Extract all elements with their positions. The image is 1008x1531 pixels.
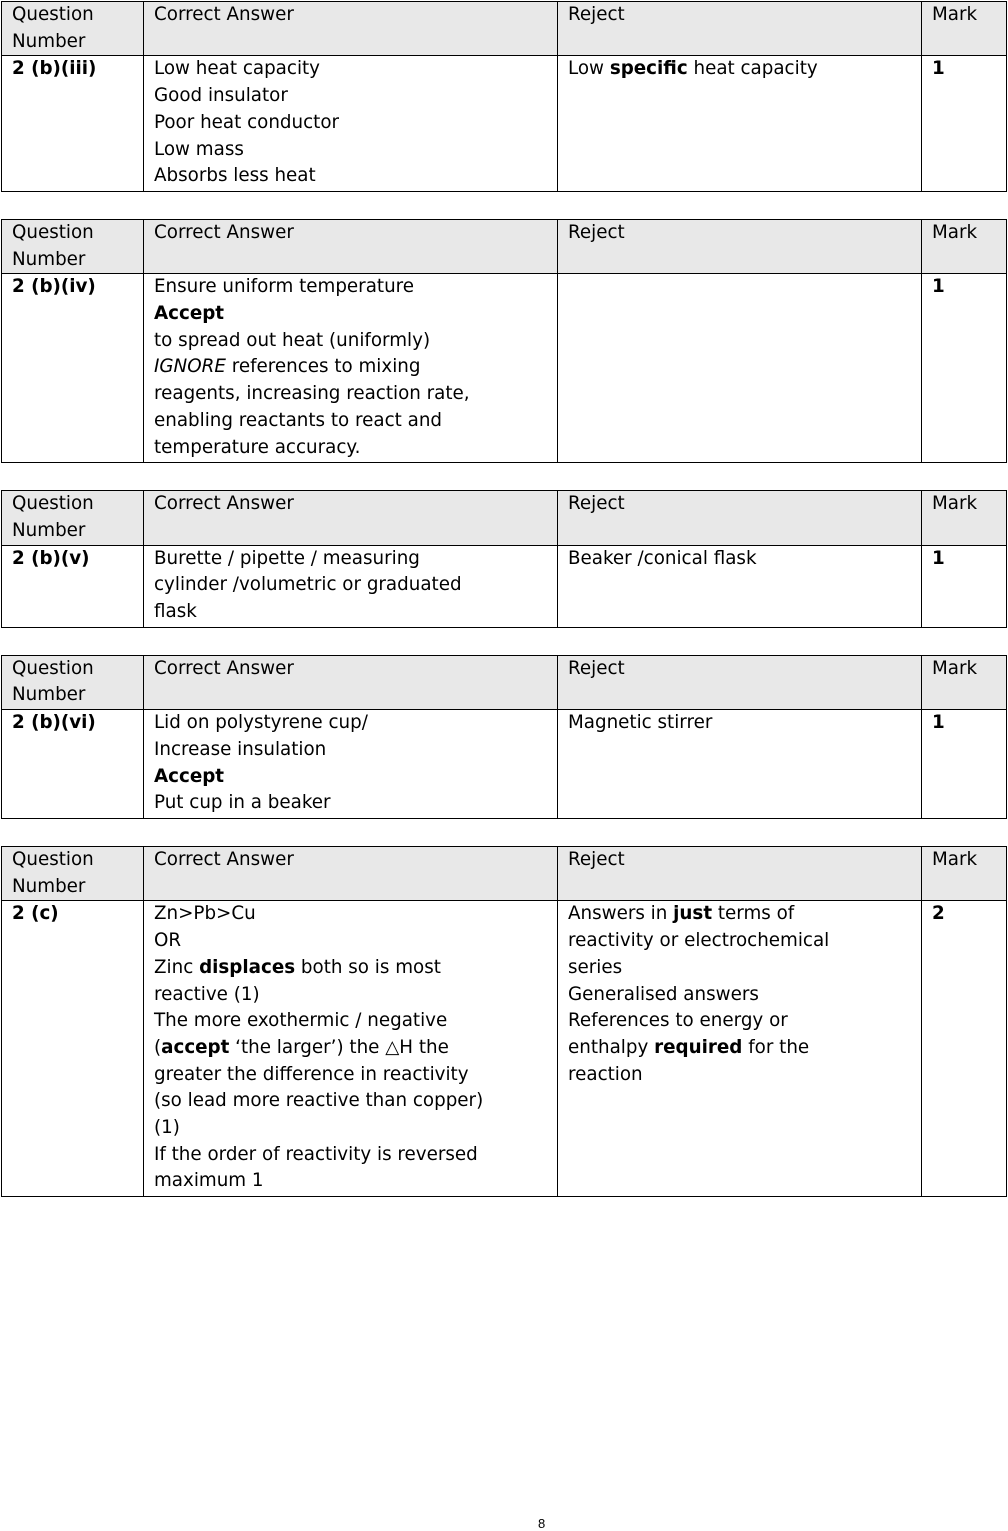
answer-line	[154, 790, 547, 817]
question-number-header	[2, 655, 144, 709]
question-number: 2 (c)	[12, 903, 59, 925]
answer-line	[154, 982, 547, 1009]
header-text: Number	[12, 875, 86, 897]
answer-line	[154, 301, 547, 328]
answer-text: Good insulator	[154, 85, 288, 107]
answer-text: reagents, increasing reaction rate,	[154, 383, 470, 405]
answer-text: Ensure uniform temperature	[154, 276, 415, 298]
reject-line	[568, 1008, 911, 1035]
answer-text: (	[154, 1036, 162, 1058]
header-text: Mark	[932, 4, 978, 25]
mark-value: 1	[932, 547, 945, 569]
answer-text: Absorbs less heat	[154, 165, 316, 187]
question-number-cell	[2, 274, 144, 463]
answer-line	[154, 83, 547, 110]
correct-answer-header	[144, 655, 558, 709]
reject-line	[568, 546, 911, 573]
table-row	[2, 710, 1007, 819]
reject-text: heat capacity	[687, 58, 818, 80]
reject-line	[568, 710, 911, 737]
reject-header	[558, 219, 922, 273]
header-text: Reject	[568, 493, 625, 515]
question-number-header	[2, 219, 144, 273]
header-text: Number	[12, 684, 86, 706]
mark-cell	[922, 274, 1007, 463]
correct-answer-cell	[144, 545, 558, 627]
answer-line	[154, 137, 547, 164]
reject-line	[568, 901, 911, 928]
header-text: Reject	[568, 848, 625, 870]
table-row	[2, 901, 1007, 1197]
header-text: Question	[12, 493, 94, 515]
page-number: 8	[538, 1516, 546, 1531]
mark-header	[922, 655, 1007, 709]
reject-cell	[558, 545, 922, 627]
answer-line	[154, 110, 547, 137]
correct-answer-header	[144, 219, 558, 273]
answer-line	[154, 408, 547, 435]
reject-line	[568, 928, 911, 955]
reject-line	[568, 1035, 911, 1062]
table-row	[2, 545, 1007, 627]
answer-line	[154, 354, 547, 381]
question-number-header	[2, 491, 144, 545]
header-text: Mark	[932, 221, 978, 243]
reject-text: Answers in	[568, 903, 674, 925]
answer-text: Burette / pipette / measuring	[154, 547, 420, 569]
mark-value: 1	[932, 58, 945, 80]
answer-line	[154, 955, 547, 982]
correct-answer-cell	[144, 710, 558, 819]
correct-answer-cell	[144, 901, 558, 1197]
mark-scheme-document	[1, 1, 1006, 1224]
answer-text: Increase insulation	[154, 738, 327, 760]
mark-value: 1	[932, 712, 945, 734]
header-text: Correct Answer	[154, 657, 294, 679]
answer-text: (1)	[154, 1117, 180, 1139]
answer-line	[154, 901, 547, 928]
header-text: Number	[12, 248, 86, 270]
answer-text: Put cup in a beaker	[154, 792, 331, 814]
header-text: Correct Answer	[154, 4, 294, 25]
header-text: Correct Answer	[154, 493, 294, 515]
table-row	[2, 274, 1007, 463]
answer-text: enabling reactants to react and	[154, 409, 443, 431]
answer-text: ‘the larger’) the △H the	[229, 1036, 449, 1058]
header-text: Question	[12, 848, 94, 870]
reject-text: References to energy or	[568, 1010, 788, 1032]
answer-text: Accept	[154, 765, 225, 787]
reject-text: enthalpy	[568, 1036, 655, 1058]
reject-header	[558, 846, 922, 900]
question-number-cell	[2, 901, 144, 1197]
correct-answer-header	[144, 846, 558, 900]
mark-cell	[922, 545, 1007, 627]
mark-scheme-table	[1, 490, 1007, 628]
header-text: Correct Answer	[154, 221, 294, 243]
header-text: Question	[12, 221, 94, 243]
correct-answer-header	[144, 2, 558, 56]
mark-cell	[922, 710, 1007, 819]
answer-line	[154, 1088, 547, 1115]
answer-line	[154, 1168, 547, 1195]
header-text: Mark	[932, 493, 978, 515]
correct-answer-cell	[144, 274, 558, 463]
answer-text: temperature accuracy.	[154, 436, 361, 458]
answer-line	[154, 928, 547, 955]
reject-cell	[558, 56, 922, 192]
correct-answer-cell	[144, 56, 558, 192]
answer-line	[154, 56, 547, 83]
reject-text: for the	[742, 1036, 810, 1058]
answer-text: OR	[154, 930, 182, 952]
header-text: Reject	[568, 4, 625, 25]
answer-line	[154, 163, 547, 190]
answer-line	[154, 435, 547, 462]
mark-scheme-table	[1, 846, 1007, 1197]
reject-cell	[558, 710, 922, 819]
mark-header	[922, 2, 1007, 56]
reject-text: Generalised answers	[568, 983, 759, 1005]
mark-cell	[922, 56, 1007, 192]
reject-header	[558, 2, 922, 56]
mark-value: 2	[932, 903, 945, 925]
answer-text: Accept	[154, 303, 225, 325]
answer-line	[154, 1062, 547, 1089]
answer-text: maximum 1	[154, 1170, 264, 1192]
answer-text: Zn>Pb>Cu	[154, 903, 256, 925]
answer-line	[154, 381, 547, 408]
answer-line	[154, 1008, 547, 1035]
answer-text: Poor heat conductor	[154, 111, 340, 133]
answer-line	[154, 572, 547, 599]
reject-line	[568, 56, 911, 83]
question-number-header	[2, 2, 144, 56]
answer-line	[154, 328, 547, 355]
answer-line	[154, 764, 547, 791]
header-text: Number	[12, 519, 86, 541]
answer-text: cylinder /volumetric or graduated	[154, 574, 462, 596]
answer-line	[154, 1142, 547, 1169]
reject-text: specific	[609, 58, 688, 80]
reject-text: terms of	[712, 903, 795, 925]
question-number: 2 (b)(iv)	[12, 276, 96, 298]
answer-text: flask	[154, 601, 197, 623]
question-number: 2 (b)(v)	[12, 547, 90, 569]
mark-scheme-table	[1, 219, 1007, 463]
mark-value: 1	[932, 276, 945, 298]
answer-text: accept	[161, 1036, 230, 1058]
answer-line	[154, 710, 547, 737]
answer-text: Low heat capacity	[154, 58, 321, 80]
header-text: Correct Answer	[154, 848, 294, 870]
header-text: Number	[12, 30, 86, 52]
header-text: Question	[12, 657, 94, 679]
question-number-cell	[2, 710, 144, 819]
answer-text: If the order of reactivity is reversed	[154, 1143, 478, 1165]
answer-line	[154, 599, 547, 626]
mark-scheme-table	[1, 1, 1007, 192]
question-number-cell	[2, 545, 144, 627]
answer-line	[154, 546, 547, 573]
reject-text: Beaker /conical flask	[568, 547, 757, 569]
answer-text: Zinc	[154, 956, 200, 978]
answer-text: IGNORE	[154, 356, 226, 378]
answer-text: reactive (1)	[154, 983, 260, 1005]
answer-text: to spread out heat (uniformly)	[154, 329, 431, 351]
reject-text: just	[673, 903, 713, 925]
mark-header	[922, 491, 1007, 545]
reject-text: Magnetic stirrer	[568, 712, 713, 734]
mark-header	[922, 846, 1007, 900]
header-text: Reject	[568, 221, 625, 243]
answer-line	[154, 737, 547, 764]
reject-line	[568, 982, 911, 1009]
reject-header	[558, 655, 922, 709]
header-text: Reject	[568, 657, 625, 679]
reject-text: Low	[568, 58, 610, 80]
question-number-header	[2, 846, 144, 900]
header-row	[2, 491, 1007, 545]
header-row	[2, 2, 1007, 56]
reject-text: required	[654, 1036, 743, 1058]
question-number: 2 (b)(iii)	[12, 58, 97, 80]
question-number: 2 (b)(vi)	[12, 712, 96, 734]
reject-text: reactivity or electrochemical	[568, 930, 830, 952]
reject-line	[568, 955, 911, 982]
answer-text: (so lead more reactive than copper)	[154, 1090, 484, 1112]
header-row	[2, 846, 1007, 900]
answer-text: displaces	[199, 956, 296, 978]
mark-scheme-table	[1, 655, 1007, 819]
header-text: Mark	[932, 657, 978, 679]
reject-text: series	[568, 956, 623, 978]
answer-line	[154, 1035, 547, 1062]
correct-answer-header	[144, 491, 558, 545]
answer-text: Lid on polystyrene cup/	[154, 712, 368, 734]
reject-header	[558, 491, 922, 545]
answer-line	[154, 274, 547, 301]
header-text: Question	[12, 4, 94, 25]
header-row	[2, 219, 1007, 273]
header-text: Mark	[932, 848, 978, 870]
answer-text: references to mixing	[225, 356, 421, 378]
reject-cell	[558, 274, 922, 463]
table-row	[2, 56, 1007, 192]
reject-cell	[558, 901, 922, 1197]
mark-header	[922, 219, 1007, 273]
answer-text: Low mass	[154, 138, 244, 160]
answer-text: both so is most	[295, 956, 441, 978]
answer-line	[154, 1115, 547, 1142]
mark-cell	[922, 901, 1007, 1197]
question-number-cell	[2, 56, 144, 192]
reject-text: reaction	[568, 1063, 643, 1085]
header-row	[2, 655, 1007, 709]
reject-line	[568, 1062, 911, 1089]
answer-text: The more exothermic / negative	[154, 1010, 448, 1032]
answer-text: greater the difference in reactivity	[154, 1063, 469, 1085]
